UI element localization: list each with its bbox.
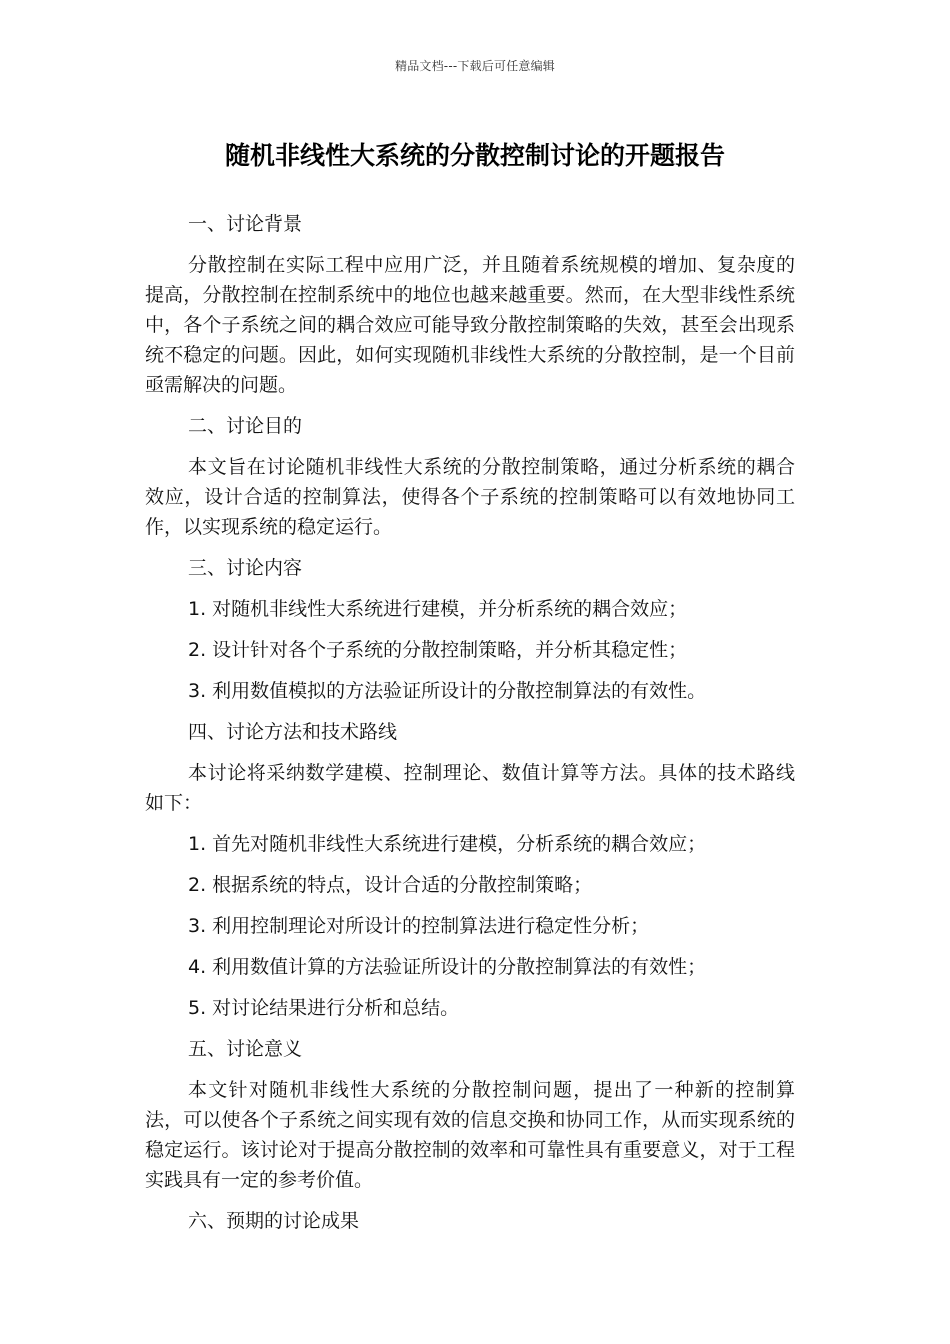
document-title: 随机非线性大系统的分散控制讨论的开题报告 — [224, 141, 725, 170]
paragraph-method: 本讨论将采纳数学建模、控制理论、数值计算等方法。具体的技术路线如下： — [145, 762, 795, 814]
section-heading-method: 四、讨论方法和技术路线 — [188, 721, 398, 743]
paragraph-background: 分散控制在实际工程中应用广泛，并且随着系统规模的增加、复杂度的提高，分散控制在控制系统中的地位也越来越重要。然而，在大型非线性系统中，各个子系统之间的耦合效应可能导致分散控制策略的失效，甚至会出现系统不稳定的问题。因此，如何实现随机非线性大系统的分散控制，是一个目前亟需解决的问题。 — [145, 254, 795, 396]
content-list-item: 2. 设计针对各个子系统的分散控制策略，并分析其稳定性； — [188, 639, 688, 661]
section-heading-content: 三、讨论内容 — [188, 557, 303, 579]
method-list-item: 3. 利用控制理论对所设计的控制算法进行稳定性分析； — [188, 915, 650, 937]
method-list-item: 5. 对讨论结果进行分析和总结。 — [188, 997, 460, 1019]
document-body — [145, 209, 795, 1247]
method-list-item: 4. 利用数值计算的方法验证所设计的分散控制算法的有效性； — [188, 956, 707, 978]
section-heading-significance: 五、讨论意义 — [188, 1038, 303, 1060]
section-heading-purpose: 二、讨论目的 — [188, 415, 303, 437]
content-list-item: 1. 对随机非线性大系统进行建模，并分析系统的耦合效应； — [188, 598, 688, 620]
content-list-item: 3. 利用数值模拟的方法验证所设计的分散控制算法的有效性。 — [188, 680, 707, 702]
method-list-item: 1. 首先对随机非线性大系统进行建模，分析系统的耦合效应； — [188, 833, 707, 855]
paragraph-significance: 本文针对随机非线性大系统的分散控制问题，提出了一种新的控制算法，可以使各个子系统之间实现有效的信息交换和协同工作，从而实现系统的稳定运行。该讨论对于提高分散控制的效率和可靠性具有重要意义，对于工程实践具有一定的参考价值。 — [145, 1079, 795, 1191]
method-list-item: 2. 根据系统的特点，设计合适的分散控制策略； — [188, 874, 593, 896]
section-heading-expected-results: 六、预期的讨论成果 — [188, 1210, 360, 1232]
paragraph-purpose: 本文旨在讨论随机非线性大系统的分散控制策略，通过分析系统的耦合效应，设计合适的控制算法，使得各个子系统的控制策略可以有效地协同工作，以实现系统的稳定运行。 — [145, 456, 795, 538]
page-header-watermark: 精品文档---下载后可任意编辑 — [395, 59, 555, 73]
section-heading-background: 一、讨论背景 — [188, 213, 303, 235]
